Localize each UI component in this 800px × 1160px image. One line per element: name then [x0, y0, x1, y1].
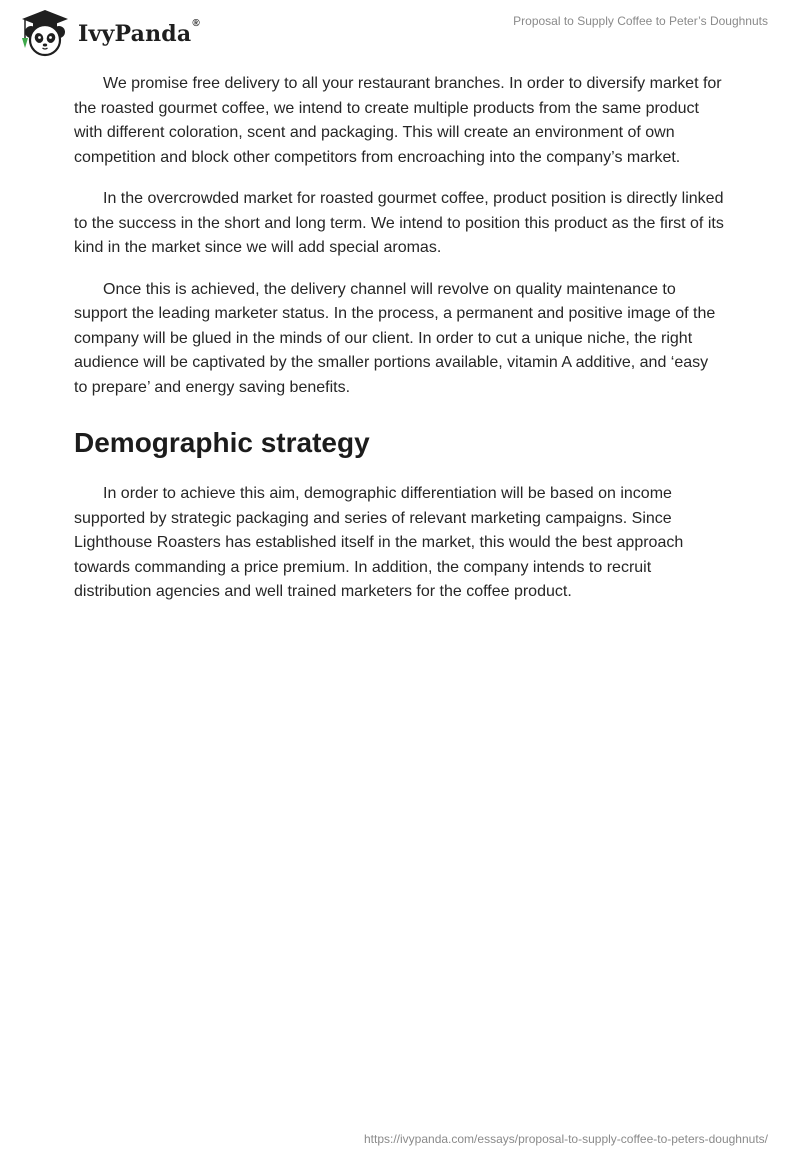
ivypanda-logo[interactable]: [16, 8, 200, 58]
brand-name: IvyPanda®: [78, 18, 200, 47]
document-title: Proposal to Supply Coffee to Peter’s Doughnuts: [513, 14, 768, 28]
registered-mark: ®: [192, 18, 200, 29]
paragraph: Once this is achieved, the delivery channel will revolve on quality maintenance to support the leading marketer status. In the process, a permanent and positive image of the company will be glued in the minds of our client. In order to cut a unique niche, the right audience will be captivated by the smaller portions available, vitamin A additive, and ‘easy to prepare’ and energy saving benefits.: [74, 280, 716, 396]
source-url-link[interactable]: https://ivypanda.com/essays/proposal-to-supply-coffee-to-peters-doughnuts/: [364, 1132, 768, 1146]
page-header: [0, 0, 800, 64]
panda-graduate-icon: [16, 8, 74, 58]
paragraph: We promise free delivery to all your restaurant branches. In order to diversify market for the roasted gourmet coffee, we intend to create multiple products from the same product with different coloration, scent and packaging. This will create an environment of own competition and block other competitors from encroaching into the company’s market.: [74, 75, 722, 166]
paragraph: In the overcrowded market for roasted gourmet coffee, product position is directly linked to the success in the short and long term. We intend to position this product as the first of its kind in the market since we will add special aromas.: [74, 190, 724, 256]
paragraph: In order to achieve this aim, demographic differentiation will be based on income supported by strategic packaging and series of relevant marketing campaigns. Since Lighthouse Roasters has established itself in the market, this would the best approach towards commanding a price premium. In addition, the company intends to recruit distribution agencies and well trained marketers for the coffee product.: [74, 485, 684, 600]
essay-content: [74, 72, 724, 622]
section-heading: Demographic strategy: [74, 427, 370, 458]
